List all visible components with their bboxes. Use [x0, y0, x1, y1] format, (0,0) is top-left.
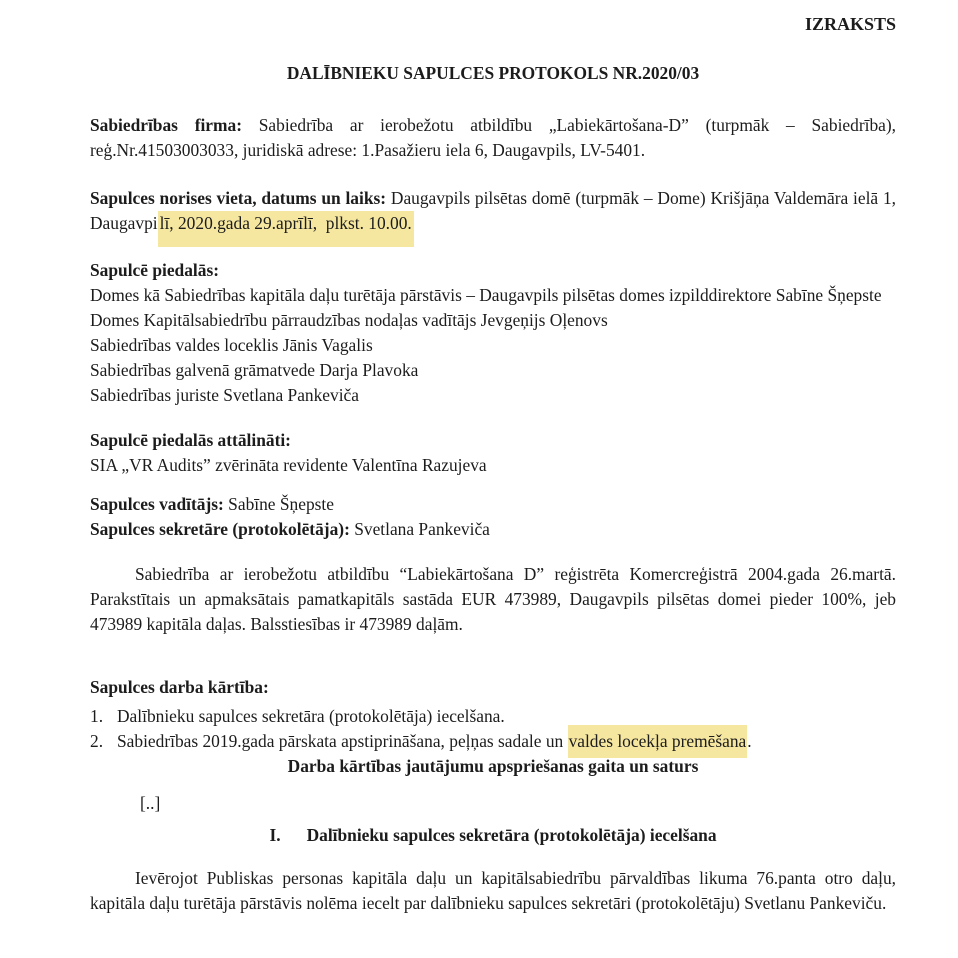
- agenda-heading: Sapulces darba kārtība:: [90, 677, 269, 697]
- company-text: Sabiedrība ar ierobežotu atbildību „Labiekārtošana-D” (turpmāk – Sabiedrība), reģ.Nr.41503003033, juridiskā adrese: 1.Pasažieru iela 6, Daugavpils, LV-5401.: [90, 115, 897, 160]
- discussion-heading: Darba kārtības jautājumu apspriešanas gaita un saturs: [287, 756, 699, 776]
- remote-attendee-line: SIA „VR Audits” zvērināta revidente Valentīna Razujeva: [90, 455, 487, 475]
- agenda-item-2-tail: .: [747, 731, 752, 751]
- attendee-line: Sabiedrības valdes loceklis Jānis Vagalis: [90, 335, 373, 355]
- attendee-line: Domes Kapitālsabiedrību pārraudzības nodaļas vadītājs Jevgeņijs Oļenovs: [90, 310, 608, 330]
- attendee-line: Domes kā Sabiedrības kapitāla daļu turētāja pārstāvis – Daugavpils pilsētas domes izpilddirektore Sabīne Šņepste: [90, 285, 882, 305]
- meeting-text: Daugavpils pilsētas domē (turpmāk – Dome) Krišjāņa Valdemāra ielā 1, Daugavpi: [90, 188, 897, 233]
- secretary-label: Sapulces sekretāre (protokolētāja):: [90, 519, 350, 539]
- section-heading: [90, 823, 896, 848]
- remote-attendees-block: [90, 428, 896, 478]
- chair-label: Sapulces vadītājs:: [90, 494, 224, 514]
- company-label: Sabiedrības firma:: [90, 115, 243, 135]
- agenda-item-2-text: Sabiedrības 2019.gada pārskata apstiprināšana, peļņas sadale un: [117, 731, 568, 751]
- attendees-heading: Sapulcē piedalās:: [90, 260, 220, 280]
- attendees-block: [90, 258, 896, 408]
- meeting-label: Sapulces norises vieta, datums un laiks:: [90, 188, 387, 208]
- capital-paragraph: Sabiedrība ar ierobežotu atbildību “Labiekārtošana D” reģistrēta Komercreģistrā 2004.gada 26.martā. Parakstītais un apmaksātais pamatkapitāls sastāda EUR 473989, Daugavpils pilsētas domei pieder 100%, jeb 473989 kapitāla daļas. Balsstiesības ir 473989 daļām.: [90, 564, 896, 634]
- agenda-highlight: valdes locekļa premēšana: [568, 725, 748, 758]
- secretary-line: [90, 517, 896, 542]
- agenda-item-text: Dalībnieku sapulces sekretāra (protokolētāja) iecelšana.: [117, 706, 505, 726]
- izraksts-label: IZRAKSTS: [804, 14, 896, 34]
- agenda-item-number: 1.: [90, 706, 104, 726]
- agenda-item-text: [117, 729, 896, 754]
- meeting-paragraph: [90, 186, 896, 236]
- agenda-item-2: [90, 729, 896, 754]
- attendee-line: Sabiedrības juriste Svetlana Pankeviča: [90, 385, 359, 405]
- remote-heading: Sapulcē piedalās attālināti:: [90, 430, 291, 450]
- agenda-list: [90, 704, 896, 754]
- agenda-item-1: [90, 704, 896, 729]
- resolution-paragraph: Ievērojot Publiskas personas kapitāla daļu un kapitālsabiedrību pārvaldības likuma 76.panta otro daļu, kapitāla daļu turētāja pārstāvis nolēma iecelt par dalībnieku sapulces sekretāri (protokolētāju) Svetlanu Pankeviču.: [90, 868, 896, 913]
- meeting-date-highlight: lī, 2020.gada 29.aprīlī, plkst. 10.00.: [158, 211, 414, 247]
- document-title: DALĪBNIEKU SAPULCES PROTOKOLS NR.2020/03: [286, 63, 700, 83]
- agenda-item-number: 2.: [90, 731, 104, 751]
- roles-block: [90, 492, 896, 542]
- omission-marker: [..]: [140, 793, 161, 813]
- section-title: Dalībnieku sapulces sekretāra (protokolētāja) iecelšana: [306, 825, 717, 845]
- attendee-line: Sabiedrības galvenā grāmatvede Darja Plavoka: [90, 360, 419, 380]
- chair-name: Sabīne Šņepste: [223, 494, 334, 514]
- secretary-name: Svetlana Pankeviča: [349, 519, 490, 539]
- company-paragraph: [90, 113, 896, 163]
- chair-line: [90, 492, 896, 517]
- section-number: I.: [269, 825, 281, 845]
